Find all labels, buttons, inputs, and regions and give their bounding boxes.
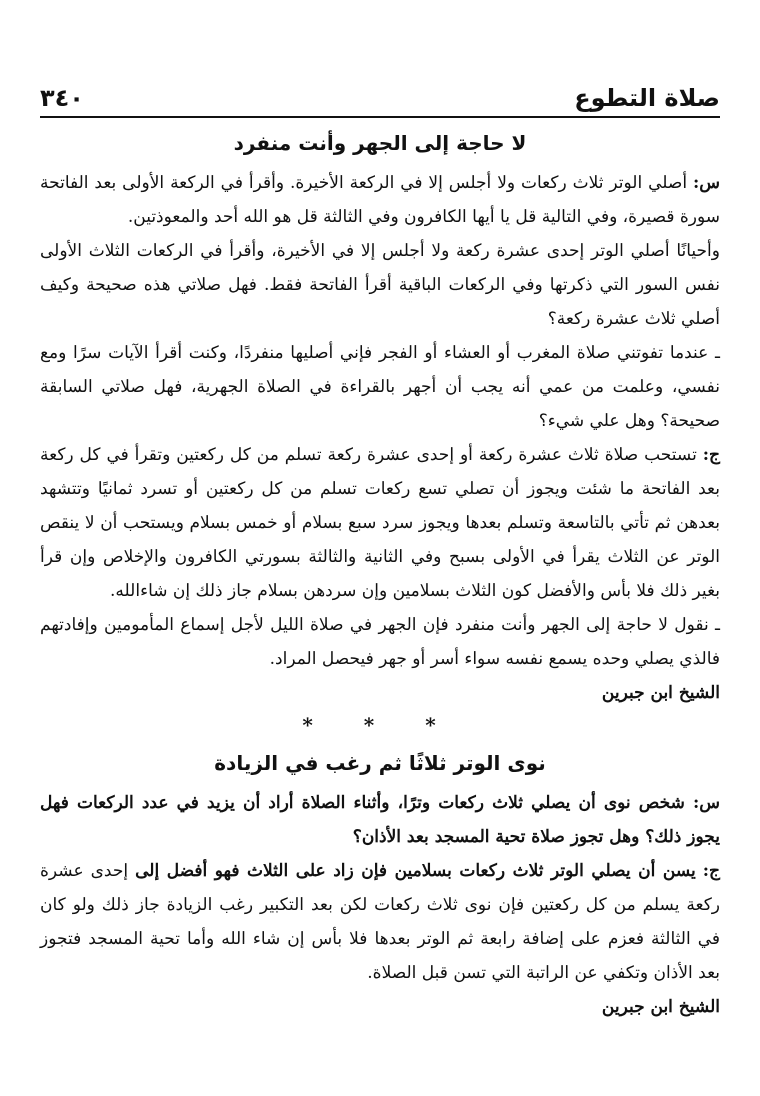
question-2 xyxy=(40,786,720,854)
answer-marker-2: ج: xyxy=(702,861,721,881)
page-number: ٣٤٠ xyxy=(40,84,84,112)
section-title-2: نوى الوتر ثلاثًا ثم رغب في الزيادة xyxy=(214,751,546,775)
answer-text-2-lead: يسن أن يصلي الوتر ثلاث ركعات بسلامين فإن زاد على الثلاث فهو أفضل إلى xyxy=(135,861,696,881)
answer-text-2-rest: إحدى عشرة ركعة يسلم من كل ركعتين فإن نوى ثلاث ركعات لكن بعد التكبير رغب الزيادة جاز ذلك ولو كان في الثالثة فعزم على إضافة رابعة ثم الوتر بعدها فلا بأس إن شاء الله وأما تحية المسجد فتجوز بعد الأذان وتكفي عن الراتبة التي تسن قبل الصلاة. xyxy=(40,861,720,983)
author-1: الشيخ ابن جبرين xyxy=(601,683,720,703)
answer-marker: ج: xyxy=(702,445,720,465)
question-marker: س: xyxy=(692,173,721,193)
question-1-continued: وأحيانًا أصلي الوتر إحدى عشرة ركعة ولا أجلس إلا في الأخيرة، وأقرأ في الركعات الثلاث الأولى نفس السور التي ذكرتها وفي الركعات الباقية أقرأ الفاتحة فقط. فهل صلاتي هذه صحيحة وكيف أصلي ثلاث عشرة ركعة؟ xyxy=(40,241,720,329)
running-title: صلاة التطوع xyxy=(574,84,720,112)
question-text-2: شخص نوى أن يصلي ثلاث ركعات وترًا، وأثناء الصلاة أراد أن يزيد في عدد الركعات فهل يجوز ذلك؟ وهل تجوز صلاة تحية المسجد بعد الأذان؟ xyxy=(40,793,720,847)
section-title-1: لا حاجة إلى الجهر وأنت منفرد xyxy=(233,131,527,155)
answer-1 xyxy=(40,438,720,608)
answer-1-second: ـ نقول لا حاجة إلى الجهر وأنت منفرد فإن الجهر في صلاة الليل لأجل إسماع المأمومين وإفادتهم فالذي يصلي وحده يسمع نفسه سواء أسر أو جهر فيحصل المراد. xyxy=(40,615,720,669)
section-separator: * * * xyxy=(302,713,458,737)
question-1-second: ـ عندما تفوتني صلاة المغرب أو العشاء أو الفجر فإني أصليها منفردًا، وكنت أقرأ الآيات سرًا ومع نفسي، وعلمت من عمي أنه يجب أن أجهر بالقراءة في الصلاة الجهرية، فهل صلاتي السابقة صحيحة؟ وهل علي شيء؟ xyxy=(40,343,720,431)
question-marker-2: س: xyxy=(692,793,720,813)
author-2: الشيخ ابن جبرين xyxy=(601,997,720,1017)
question-1 xyxy=(40,166,720,234)
document-page xyxy=(40,72,720,1024)
question-text: أصلي الوتر ثلاث ركعات ولا أجلس إلا في الركعة الأخيرة. وأقرأ في الركعة الأولى بعد الفاتحة سورة قصيرة، وفي التالية قل يا أيها الكافرون وفي الثالثة قل هو الله أحد والمعوذتين. xyxy=(40,173,720,227)
answer-text: تستحب صلاة ثلاث عشرة ركعة أو إحدى عشرة ركعة تسلم من كل ركعتين وتقرأ في كل ركعة بعد الفاتحة ما شئت ويجوز أن تصلي تسع ركعات تسلم من كل ركعتين أو تسرد ثمانيًا وتتشهد بعدهن ثم تأتي بالتاسعة وتسلم بعدها ويجوز سرد سبع بسلام أو خمس بسلام ويستحب أن لا ينقص الوتر عن الثلاث يقرأ في الأولى بسبح وفي الثانية والثالثة بسورتي الكافرون والإخلاص وإن قرأ بغير ذلك فلا بأس والأفضل كون الثلاث بسلامين وإن سردهن بسلام جاز ذلك إن شاءالله. xyxy=(40,445,720,601)
answer-2 xyxy=(40,854,720,990)
running-header xyxy=(40,72,720,118)
